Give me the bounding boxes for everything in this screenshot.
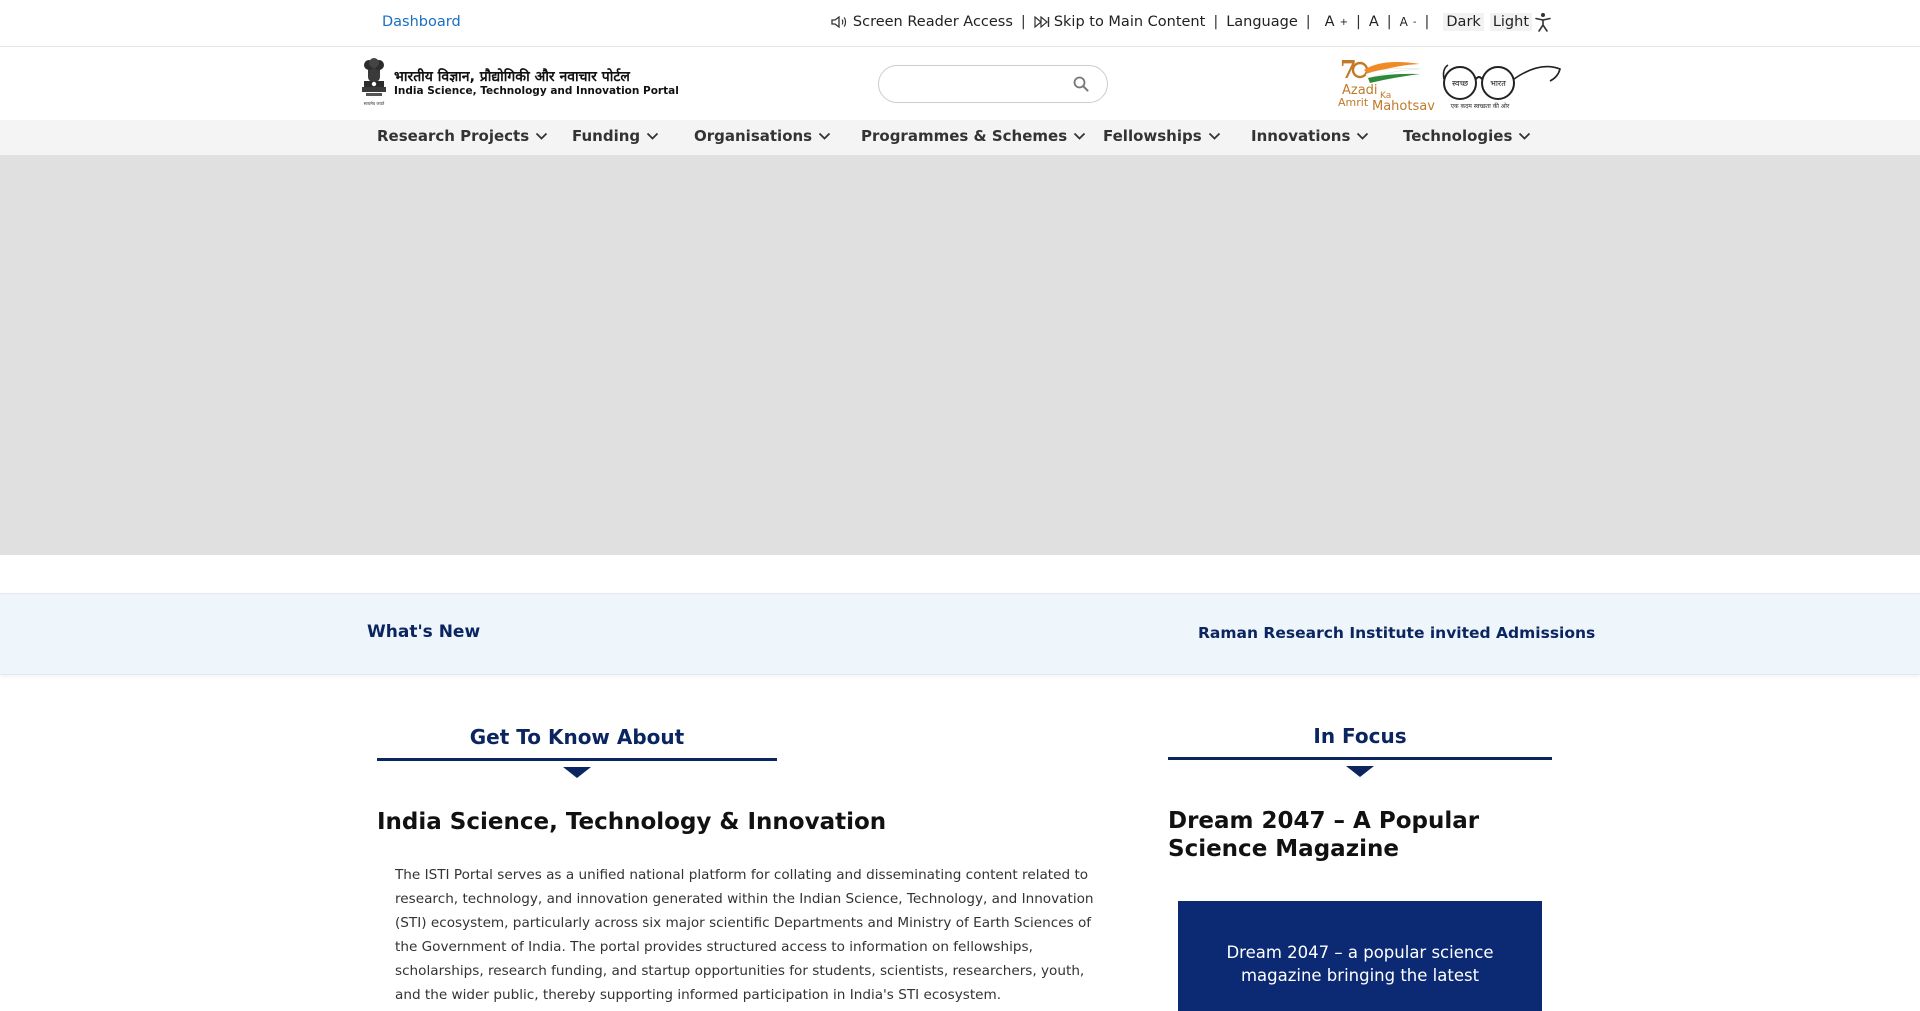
about-arrow-icon: [563, 767, 591, 778]
nav-label: Programmes & Schemes: [861, 127, 1068, 145]
nav-programmes-schemes[interactable]: [861, 127, 1086, 145]
nav-innovations[interactable]: [1251, 127, 1369, 145]
nav-label: Funding: [572, 127, 641, 145]
swachh-bharat-logo[interactable]: [1440, 55, 1562, 111]
focus-arrow-icon: [1346, 766, 1374, 777]
chevron-down-icon: [535, 132, 548, 141]
language-selector[interactable]: Language: [1226, 14, 1298, 30]
nav-label: Fellowships: [1103, 127, 1202, 145]
focus-divider: [1168, 757, 1552, 760]
whats-new-title: What's New: [367, 622, 481, 642]
nav-label: Research Projects: [377, 127, 530, 145]
search-box: [878, 65, 1108, 103]
nav-technologies[interactable]: [1403, 127, 1531, 145]
nav-label: Technologies: [1403, 127, 1513, 145]
separator: |: [1213, 14, 1219, 30]
focus-card[interactable]: [1178, 901, 1542, 1011]
chevron-down-icon: [1356, 132, 1369, 141]
about-section-title: Get To Know About: [469, 725, 685, 749]
about-paragraph: The ISTI Portal serves as a unified national platform for collating and disseminating content related to research, technology, and innovation generated within the Indian Science, Technology, and Innovation (STI) ecosystem, particularly across six major scientific Departments and Ministry of Earth Sciences of the Government of India. The portal provides structured access to information on fellowships, scholarships, research funding, and startup opportunities for students, scientists, researchers, youth, and the wider public, thereby supporting informed participation in India's STI ecosystem.: [395, 867, 1094, 1003]
aka-line4: Mahotsav: [1372, 99, 1435, 114]
screen-reader-label: Screen Reader Access: [852, 14, 1013, 30]
light-theme-button[interactable]: Light: [1490, 13, 1532, 31]
aka-line2: Ka: [1380, 91, 1392, 101]
chevron-down-icon: [646, 132, 659, 141]
logo-english: India Science, Technology and Innovation Portal: [394, 85, 679, 98]
font-decrease-button[interactable]: [1400, 15, 1417, 29]
ticker-item[interactable]: Raman Research Institute invited Admissions: [1198, 624, 1596, 642]
font-normal-button[interactable]: A: [1368, 14, 1379, 30]
nav-fellowships[interactable]: [1103, 127, 1221, 145]
swachh-tagline: एक कदम स्वच्छता की ओर: [1450, 103, 1510, 110]
whats-new-strip: [0, 593, 1920, 675]
separator: |: [1020, 14, 1026, 30]
speaker-icon: [831, 15, 849, 29]
utility-bar: [0, 0, 1920, 47]
logo-text: [394, 69, 679, 97]
font-decrease-label: A: [1399, 15, 1408, 29]
font-increase-sup: +: [1339, 16, 1348, 28]
nav-research-projects[interactable]: [377, 127, 548, 145]
screen-reader-link[interactable]: [831, 14, 1013, 30]
main-nav: [0, 120, 1920, 155]
logo-hindi: भारतीय विज्ञान, प्रौद्योगिकी और नवाचार पोर्टल: [394, 68, 630, 85]
nav-label: Organisations: [694, 127, 813, 145]
focus-section-title: In Focus: [1313, 724, 1407, 748]
skip-forward-icon: [1034, 16, 1050, 28]
accessibility-icon[interactable]: [1534, 12, 1552, 32]
swachh-right: भारत: [1490, 79, 1506, 88]
focus-card-text: Dream 2047 – a popular science magazine bringing the latest: [1226, 943, 1494, 985]
nav-label: Innovations: [1251, 127, 1351, 145]
site-header: [0, 47, 1920, 120]
aka-line1: Azadi: [1342, 83, 1378, 98]
hero-banner-placeholder: [0, 155, 1920, 555]
about-heading: India Science, Technology & Innovation: [377, 809, 887, 835]
about-divider: [377, 758, 777, 761]
search-input[interactable]: [893, 74, 1063, 94]
swachh-left: स्वच्छ: [1451, 79, 1469, 88]
chevron-down-icon: [1518, 132, 1531, 141]
svg-text:7: 7: [1340, 55, 1357, 84]
skip-main-link[interactable]: [1034, 14, 1206, 30]
nav-funding[interactable]: [572, 127, 659, 145]
dark-theme-button[interactable]: Dark: [1443, 13, 1483, 31]
font-increase-label: A: [1324, 14, 1335, 30]
focus-heading: Dream 2047 – A Popular Science Magazine: [1168, 808, 1480, 862]
separator: |: [1386, 14, 1392, 30]
national-emblem-icon: [358, 57, 390, 109]
nav-organisations[interactable]: [694, 127, 831, 145]
chevron-down-icon: [818, 132, 831, 141]
azadi-ka-amrit-mahotsav-logo[interactable]: [1338, 56, 1440, 112]
separator: |: [1424, 14, 1430, 30]
whats-new-ticker[interactable]: [1190, 624, 1596, 642]
chevron-down-icon: [1073, 132, 1086, 141]
font-increase-button[interactable]: [1325, 14, 1348, 30]
separator: |: [1305, 14, 1311, 30]
separator: |: [1355, 14, 1361, 30]
font-decrease-sup: -: [1412, 16, 1417, 28]
aka-line3: Amrit: [1338, 96, 1369, 109]
site-logo[interactable]: [358, 57, 679, 109]
skip-label: Skip to Main Content: [1053, 14, 1206, 30]
dashboard-link[interactable]: Dashboard: [382, 14, 461, 30]
search-icon[interactable]: [1073, 76, 1089, 96]
accessibility-toolbar: [831, 12, 1552, 32]
emblem-caption: सत्यमेव जयते: [363, 101, 385, 106]
chevron-down-icon: [1208, 132, 1221, 141]
